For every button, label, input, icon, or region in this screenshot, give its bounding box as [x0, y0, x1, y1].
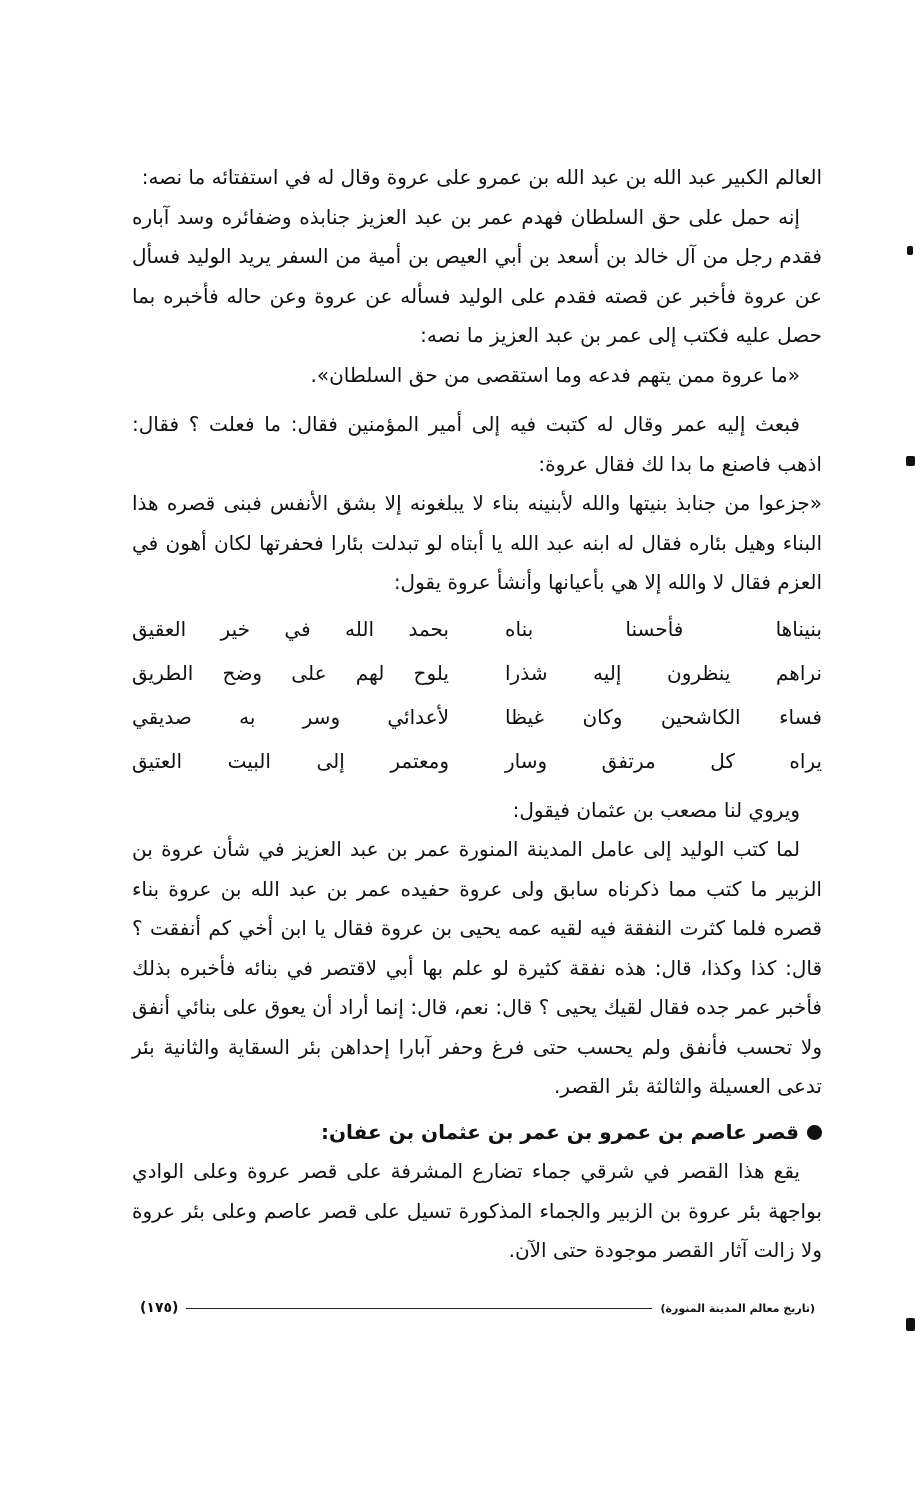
- page-number: (١٧٥): [140, 1300, 179, 1316]
- section-heading-text: قصر عاصم بن عمرو بن عمر بن عثمان بن عفان:: [320, 1119, 799, 1144]
- quotation: «جزعوا من جنابذ بنيتها والله لأبنينه بناء لا يبلغونه إلا بشق الأنفس فبنى قصره هذا البناء وهيل بئاره فقال له ابنه عبد الله يا أبتاه لو تبدلت بئارا فحفرتها لكان أهون في العزم فقال لا والله إلا هي بأعيانها وأنشأ عروة يقول:: [132, 491, 822, 594]
- poem: [132, 607, 822, 783]
- quotation: «ما عروة ممن يتهم فدعه وما استقصى من حق السلطان».: [310, 362, 800, 387]
- poem-hemistich: لأعدائي وسر به صديقي: [132, 704, 449, 729]
- page-footer: [140, 1298, 815, 1318]
- poem-hemistich: يراه كل مرتفق وسار: [505, 748, 822, 773]
- poem-hemistich: ومعتمر إلى البيت العتيق: [132, 748, 449, 773]
- paragraph: لما كتب الوليد إلى عامل المدينة المنورة عمر بن عبد العزيز في شأن عروة بن الزبير ما كتب مما ذكرناه سابق ولى عروة حفيده عمر بن عبد الله بن عروة بناء قصره فلما كثرت النفقة فيه لقيه عمه يحيى بن عروة فقال يا ابن أخي كم أنفقت ؟ قال: كذا وكذا، قال: هذه نفقة كثيرة لو علم بها أبي لاقتصر في بنائه فأخبره بذلك فأخبر عمر جده فقال لقيك يحيى ؟ قال: نعم، قال: إنما أراد أن يعوق على بنائي أنفق ولا تحسب فأنفق ولم يحسب حتى فرغ وحفر آبارا إحداهن بئر السقاية والثانية بئر تدعى العسيلة والثالثة بئر القصر.: [132, 837, 822, 1098]
- running-title: (تاريخ معالم المدينة المنورة): [660, 1301, 815, 1315]
- paragraph: إنه حمل على حق السلطان فهدم عمر بن عبد العزيز جنابذه وضفائره وسد آباره فقدم رجل من آل خالد بن أسعد بن أبي العيص بن أمية من السفر يريد الوليد فسأل عن عروة فأخبر عن قصته فقدم على الوليد فسأله عن عروة وعن حاله فأخبره بما حصل عليه فكتب إلى عمر بن عبد العزيز ما نصه:: [132, 204, 822, 347]
- poem-hemistich: نراهم ينظرون إليه شذرا: [505, 660, 822, 685]
- paragraph: يقع هذا القصر في شرقي جماء تضارع المشرفة على قصر عروة وعلى الوادي بواجهة بئر عروة بن الزبير والجماء المذكورة تسيل على قصر عاصم وعلى بئر عروة ولا زالت آثار القصر موجودة حتى الآن.: [132, 1159, 822, 1262]
- section-heading: [132, 1113, 822, 1153]
- poem-hemistich: بحمد الله في خير العقيق: [132, 616, 449, 641]
- paragraph: فبعث إليه عمر وقال له كتبت فيه إلى أمير المؤمنين فقال: ما فعلت ؟ فقال: اذهب فاصنع ما بدا لك فقال عروة:: [132, 412, 822, 476]
- main-text: [132, 158, 822, 1271]
- paragraph: العالم الكبير عبد الله بن عبد الله بن عمرو على عروة وقال له في استفتائه ما نصه:: [141, 165, 822, 189]
- scan-mark: [906, 456, 915, 466]
- scan-mark: [907, 246, 913, 255]
- poem-hemistich: بنيناها فأحسنا بناه: [505, 616, 822, 641]
- paragraph: ويروي لنا مصعب بن عثمان فيقول:: [512, 797, 800, 822]
- poem-hemistich: فساء الكاشحين وكان غيظا: [505, 704, 822, 729]
- scan-mark: [906, 1318, 915, 1331]
- footer-rule: [186, 1308, 652, 1309]
- poem-hemistich: يلوح لهم على وضح الطريق: [132, 660, 449, 685]
- bullet-icon: [807, 1125, 822, 1140]
